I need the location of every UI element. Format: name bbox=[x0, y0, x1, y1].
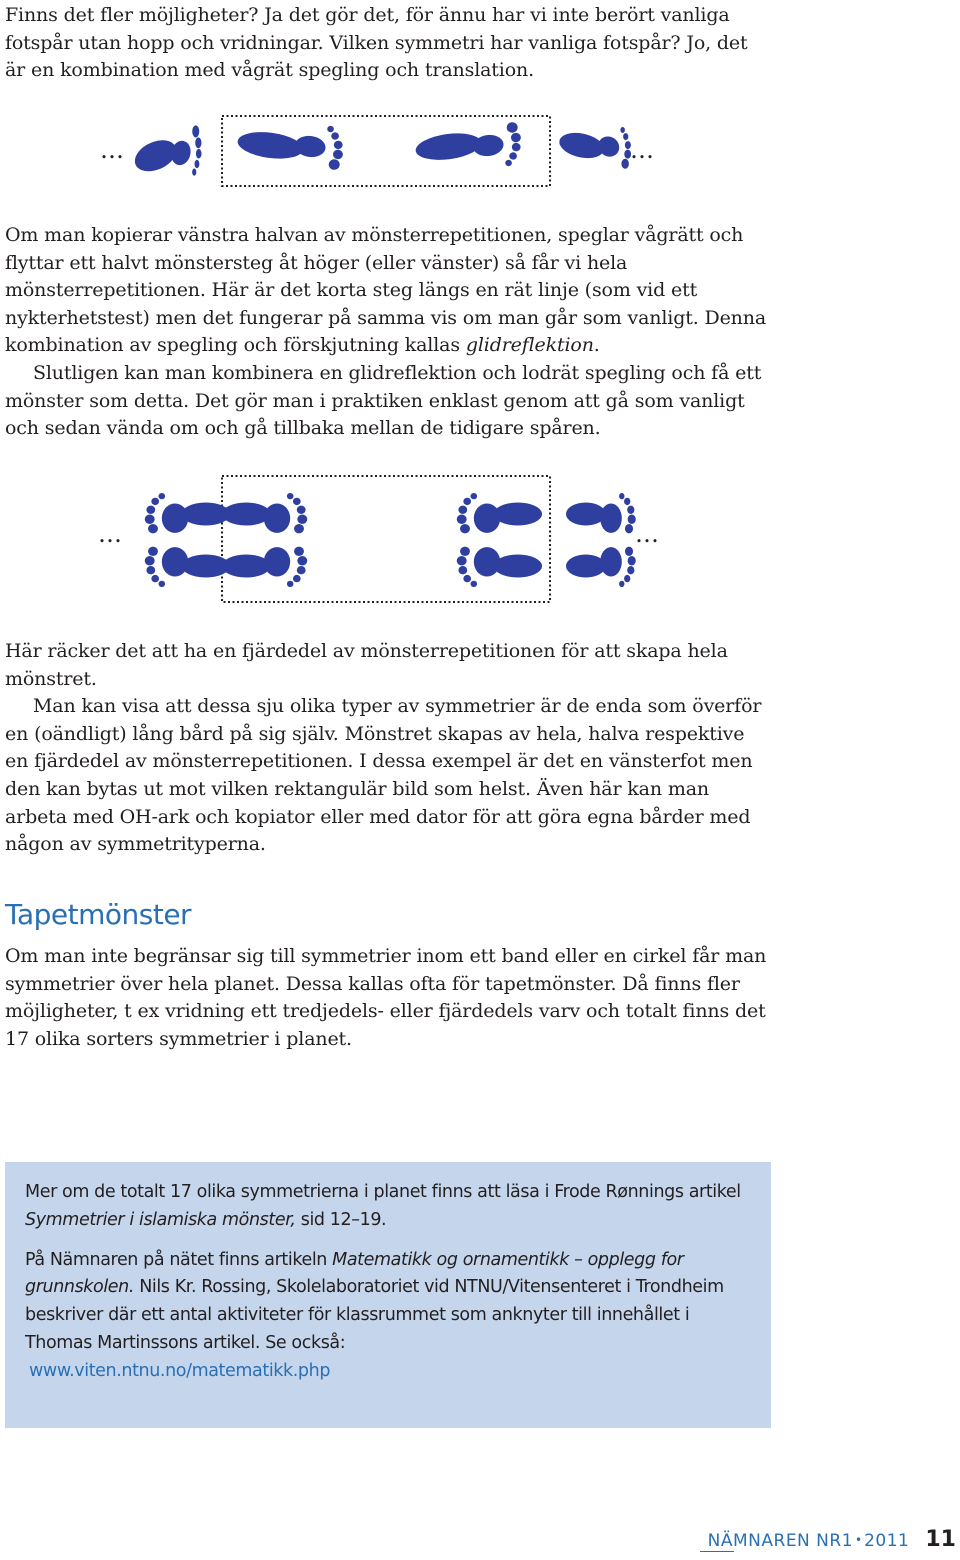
paragraph-quarter-text: Här räcker det att ha en fjärdedel av mönsterrepetitionen för att skapa hela mönstret. bbox=[5, 640, 728, 690]
footprint-figure-glide bbox=[90, 108, 690, 194]
dotted-frame bbox=[222, 476, 550, 602]
paragraph-glide bbox=[5, 222, 773, 443]
footprint-icon bbox=[413, 121, 524, 178]
infobox-p2-rest: Nils Kr. Rossing, Skolelaboratoriet vid NTNU/Vitensenteret i Trondheim beskriver där ett antal aktiviteter för klassrummet som anknyter till innehållet i Thomas Martinssons artikel. Se också: bbox=[25, 1277, 724, 1353]
infobox-p1-text: Mer om de totalt 17 olika symmetrierna i planet finns att läsa i Frode Rønnings artikel bbox=[25, 1182, 741, 1202]
ellipsis-left: … bbox=[100, 136, 124, 164]
page-number: 11 bbox=[925, 1527, 956, 1552]
footprint-icon bbox=[133, 124, 205, 193]
footprint-icon bbox=[235, 114, 346, 171]
footprint-icon bbox=[145, 547, 230, 587]
journal-name: NÄMNAREN NR1 bbox=[707, 1531, 854, 1551]
footprint-icon bbox=[457, 493, 542, 533]
paragraph-seven-types: Man kan visa att dessa sju olika typer av symmetrier är de enda som överför en (oändligt) lång bård på sig själv. Mönstret skapas av hela, halva respektive en fjärdedel av mönsterrepetitionen. I dessa exempel är det en vänsterfot men den kan bytas ut mot vilken rektangulär bild som helst. Även här kan man arbeta med OH-ark och kopiator eller med dator för att göra egna bårder med någon av symmetrityperna. bbox=[5, 695, 762, 856]
paragraph-glide-end: . bbox=[593, 334, 600, 357]
footprint-icon bbox=[566, 493, 636, 533]
ellipsis-right: … bbox=[635, 520, 659, 548]
infobox-article-title-2: Matematikk og ornamentikk – opplegg for grunnskolen. bbox=[25, 1249, 684, 1298]
infobox-paragraph-2 bbox=[25, 1247, 751, 1386]
footprint-icon bbox=[566, 547, 636, 587]
footprint-icon bbox=[222, 547, 307, 587]
infobox bbox=[5, 1162, 771, 1428]
infobox-paragraph-1 bbox=[25, 1179, 751, 1235]
term-glidreflektion: glidreflektion bbox=[465, 334, 594, 357]
infobox-p2-text: På Nämnaren på nätet finns artikeln bbox=[25, 1249, 333, 1270]
footprint-icon bbox=[222, 493, 307, 533]
viten-link[interactable]: www.viten.ntnu.no/matematikk.php bbox=[29, 1360, 331, 1381]
journal-year: 2011 bbox=[864, 1531, 910, 1551]
infobox-p1-pages: sid 12–19. bbox=[295, 1209, 387, 1230]
paragraph-glide-text: Om man kopierar vänstra halvan av mönsterrepetitionen, speglar vågrätt och flyttar ett halvt mönstersteg åt höger (eller vänster) så får vi hela mönsterrepetitionen. Här är det korta steg längs en rät linje (som vid ett nykterhetstest) men det fungerar på samma vis om man går som vanligt. Denna kombination av spegling och förskjutning kallas bbox=[5, 224, 767, 357]
footer-dot: • bbox=[855, 1533, 863, 1547]
paragraph-intro: Finns det fler möjligheter? Ja det gör det, för ännu har vi inte berört vanliga fotspår utan hopp och vridningar. Vilken symmetri har vanliga fotspår? Jo, det är en kombination med vågrät spegling och translation. bbox=[5, 4, 748, 82]
paragraph-glide-vertical: Slutligen kan man kombinera en glidreflektion och lodrät spegling och få ett mönster som detta. Det gör man i praktiken enklast genom att gå som vanligt och sedan vända om och gå tillbaka mellan de tidigare spåren. bbox=[5, 361, 762, 440]
footprint-figure-glide-mirror bbox=[90, 470, 690, 610]
ellipsis-left: … bbox=[98, 520, 122, 548]
ellipsis-right: … bbox=[630, 136, 654, 164]
infobox-article-title-1: Symmetrier i islamiska mönster, bbox=[25, 1209, 296, 1230]
footprint-icon bbox=[457, 547, 542, 587]
page-footer bbox=[708, 1527, 956, 1552]
paragraph-quarter bbox=[5, 638, 773, 859]
section-heading-tapetmonster: Tapetmönster bbox=[5, 898, 192, 931]
footprint-icon bbox=[558, 116, 634, 170]
paragraph-wallpaper: Om man inte begränsar sig till symmetrier inom ett band eller en cirkel får man symmetrier över hela planet. Dessa kallas ofta för tapetmönster. Då finns fler möjligheter, t ex vridning ett tredjedels- eller fjärdedels varv och totalt finns det 17 olika sorters symmetrier i planet. bbox=[5, 945, 767, 1050]
footprint-icon bbox=[145, 493, 230, 533]
